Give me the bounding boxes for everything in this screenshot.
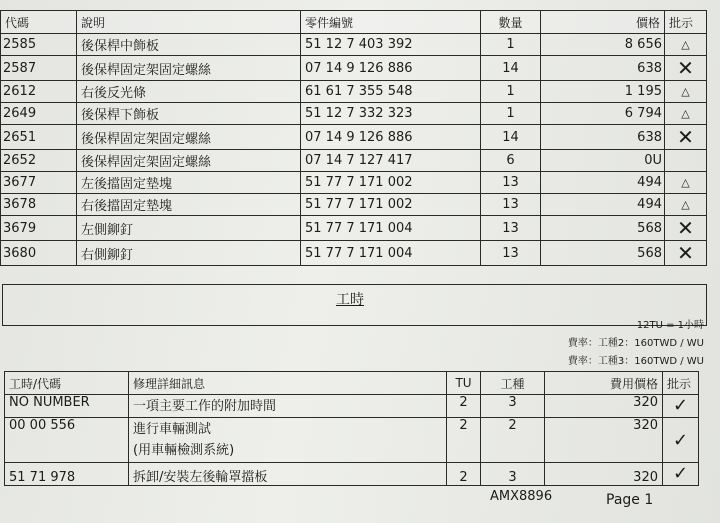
labour-price: 320 [545, 418, 663, 463]
rate-type-2: 費率：工種2：160TWD / WU [567, 338, 704, 349]
part-qty: 13 [481, 172, 541, 194]
part-code: 2649 [1, 103, 77, 125]
table-row [1, 34, 707, 56]
table-row [1, 172, 707, 194]
part-price: 638 [541, 56, 665, 81]
table-row [1, 150, 707, 172]
labour-code: NO NUMBER [5, 395, 129, 418]
rate-type-3: 費率：工種3：160TWD / WU [567, 356, 704, 367]
labour-tu: 2 [447, 395, 481, 418]
part-desc: 後保桿固定架固定螺絲 [77, 150, 301, 172]
page-number: Page 1 [606, 492, 654, 508]
header-price: 價格 [541, 11, 665, 34]
part-qty: 6 [481, 150, 541, 172]
part-price: 1 195 [541, 81, 665, 103]
labour-title: 工時 [336, 292, 364, 308]
part-desc: 右後擋固定墊塊 [77, 194, 301, 216]
part-number: 07 14 9 126 886 [301, 125, 481, 150]
parts-table [0, 10, 707, 266]
labour-desc-line-2: (用車輛檢測系統) [133, 443, 235, 458]
labour-code: 00 00 556 [5, 418, 129, 463]
labour-desc [129, 395, 447, 418]
triangle-mark-icon: △ [665, 172, 707, 194]
part-price: 494 [541, 194, 665, 216]
triangle-mark-icon: △ [665, 81, 707, 103]
part-price: 638 [541, 125, 665, 150]
check-mark-icon: ✓ [663, 463, 699, 486]
part-desc: 左後擋固定墊塊 [77, 172, 301, 194]
table-row [5, 418, 699, 463]
cross-mark-icon: ✕ [665, 241, 707, 266]
part-code: 2585 [1, 34, 77, 56]
part-desc: 後保桿中飾板 [77, 34, 301, 56]
parts-header-row [1, 11, 707, 34]
part-price: 494 [541, 172, 665, 194]
part-desc: 後保桿固定架固定螺絲 [77, 125, 301, 150]
header-labour-desc: 修理詳細訊息 [129, 372, 447, 395]
header-part-no: 零件編號 [301, 11, 481, 34]
triangle-mark-icon: △ [665, 34, 707, 56]
header-type: 工種 [481, 372, 545, 395]
part-number: 51 12 7 403 392 [301, 34, 481, 56]
part-qty: 1 [481, 103, 541, 125]
part-desc: 後保桿下飾板 [77, 103, 301, 125]
part-price: 568 [541, 241, 665, 266]
labour-code: 51 71 978 [5, 463, 129, 486]
table-row [1, 125, 707, 150]
part-price: 8 656 [541, 34, 665, 56]
header-labour-code: 工時/代碼 [5, 372, 129, 395]
labour-type: 2 [481, 418, 545, 463]
part-number: 61 61 7 355 548 [301, 81, 481, 103]
table-row [1, 56, 707, 81]
part-number: 51 77 7 171 002 [301, 194, 481, 216]
labour-desc-line: 進行車輛測試 [133, 422, 212, 437]
table-row [1, 194, 707, 216]
labour-desc-line: 一項主要工作的附加時間 [133, 399, 277, 414]
part-number: 51 77 7 171 004 [301, 216, 481, 241]
part-price: 568 [541, 216, 665, 241]
labour-desc [129, 418, 447, 463]
part-code: 3677 [1, 172, 77, 194]
cross-mark-icon: ✕ [665, 216, 707, 241]
table-row [5, 463, 699, 486]
part-number: 07 14 7 127 417 [301, 150, 481, 172]
part-code: 3680 [1, 241, 77, 266]
part-qty: 13 [481, 216, 541, 241]
table-row [1, 216, 707, 241]
part-code: 2587 [1, 56, 77, 81]
part-desc: 右側鉚釘 [77, 241, 301, 266]
part-number: 51 77 7 171 004 [301, 241, 481, 266]
part-qty: 14 [481, 56, 541, 81]
part-number: 51 77 7 171 002 [301, 172, 481, 194]
header-labour-price: 費用價格 [545, 372, 663, 395]
part-qty: 1 [481, 34, 541, 56]
part-number: 07 14 9 126 886 [301, 56, 481, 81]
part-qty: 13 [481, 194, 541, 216]
labour-desc [129, 463, 447, 486]
labour-tu: 2 [447, 463, 481, 486]
part-qty: 14 [481, 125, 541, 150]
header-desc: 說明 [77, 11, 301, 34]
labour-desc-line: 拆卸/安裝左後輪罩擋板 [133, 470, 268, 485]
labour-table [4, 371, 699, 486]
labour-tu: 2 [447, 418, 481, 463]
header-labour-note: 批示 [663, 372, 699, 395]
part-code: 2652 [1, 150, 77, 172]
part-desc: 後保桿固定架固定螺絲 [77, 56, 301, 81]
labour-price: 320 [545, 463, 663, 486]
part-price: 0U [541, 150, 665, 172]
part-number: 51 12 7 332 323 [301, 103, 481, 125]
part-code: 3679 [1, 216, 77, 241]
part-qty: 13 [481, 241, 541, 266]
part-code: 2651 [1, 125, 77, 150]
triangle-mark-icon: △ [665, 103, 707, 125]
table-row [1, 81, 707, 103]
part-desc: 左側鉚釘 [77, 216, 301, 241]
labour-type: 3 [481, 395, 545, 418]
header-note: 批示 [665, 11, 707, 34]
document-code: AMX8896 [490, 489, 553, 504]
part-code: 3678 [1, 194, 77, 216]
rate-unit: 12TU = 1小時 [636, 320, 704, 331]
table-row [5, 395, 699, 418]
check-mark-icon: ✓ [663, 418, 699, 463]
cross-mark-icon: ✕ [665, 125, 707, 150]
labour-header-row [5, 372, 699, 395]
triangle-mark-icon: △ [665, 194, 707, 216]
part-qty: 1 [481, 81, 541, 103]
labour-type: 3 [481, 463, 545, 486]
part-code: 2612 [1, 81, 77, 103]
header-qty: 數量 [481, 11, 541, 34]
table-row [1, 103, 707, 125]
part-price: 6 794 [541, 103, 665, 125]
check-mark-icon: ✓ [663, 395, 699, 418]
labour-price: 320 [545, 395, 663, 418]
empty-mark [665, 150, 707, 172]
part-desc: 右後反光條 [77, 81, 301, 103]
table-row [1, 241, 707, 266]
header-tu: TU [447, 372, 481, 395]
cross-mark-icon: ✕ [665, 56, 707, 81]
header-code: 代碼 [1, 11, 77, 34]
